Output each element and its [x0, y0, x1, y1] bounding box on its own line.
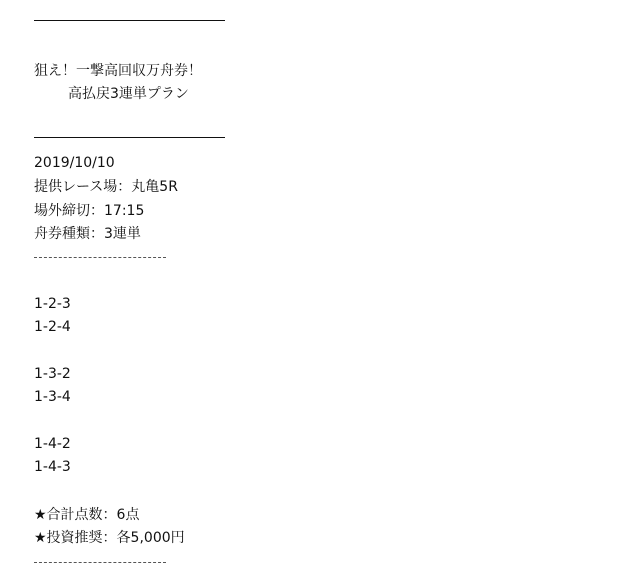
pick-item: 1-4-2	[34, 436, 71, 452]
top-divider	[34, 20, 225, 21]
race-venue: 提供レース場：丸亀5R	[34, 179, 178, 195]
pick-item: 1-3-2	[34, 366, 71, 382]
plan-subtitle: 高払戻3連単プラン	[68, 86, 189, 102]
bottom-divider	[34, 562, 166, 563]
race-date: 2019/10/10	[34, 155, 115, 171]
betting-deadline: 場外締切：17:15	[34, 203, 145, 219]
forecast-document	[34, 0, 594, 567]
header-divider	[34, 137, 225, 138]
info-divider	[34, 257, 166, 258]
pick-item: 1-2-4	[34, 319, 71, 335]
ticket-type: 舟券種類：3連単	[34, 226, 141, 242]
recommended-bet: ★投資推奨：各5,000円	[34, 530, 185, 546]
plan-title: 狙え！一撃高回収万舟券！	[34, 63, 202, 79]
pick-item: 1-3-4	[34, 389, 71, 405]
total-points: ★合計点数：6点	[34, 507, 140, 523]
pick-item: 1-2-3	[34, 296, 71, 312]
pick-item: 1-4-3	[34, 459, 71, 475]
